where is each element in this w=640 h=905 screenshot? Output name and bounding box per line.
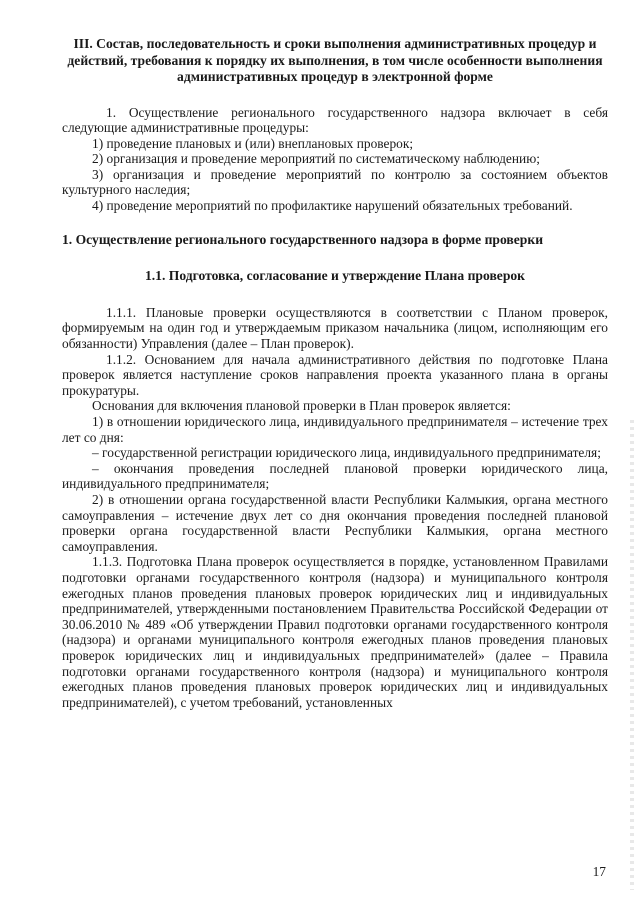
ground-item: 2) в отношении органа государственной власти Республики Калмыкия, органа местного самоуправления – истечение двух лет со дня окончания проведения последней плановой проверки органа государственной власти Республики Калмыкия, органа местного самоуправления.: [62, 491, 608, 554]
paragraph-1-1-3: 1.1.3. Подготовка Плана проверок осуществляется в порядке, установленном Правилами подготовки органами государственного контроля (надзора) и муниципального контроля ежегодных планов проведения плановых проверок юридических лиц и индивидуальных предпринимателей, утвержденными постановлением Правительства Российской Федерации от 30.06.2010 № 489 «Об утверждении Правил подготовки органами государственного контроля (надзора) и органами муниципального контроля ежегодных планов проведения плановых проверок юридических лиц и индивидуальных предпринимателей» (далее – Правила подготовки органами государственного контроля (надзора) и муниципального контроля ежегодных планов проведения плановых проверок юридических лиц и индивидуальных предпринимателей), с учетом требований, установленных: [62, 554, 608, 710]
page-number: 17: [592, 864, 606, 879]
procedure-item: 2) организация и проведение мероприятий по систематическому наблюдению;: [92, 151, 540, 167]
procedure-item: 3) организация и проведение мероприятий по контролю за состоянием объектов культурного наследия;: [62, 166, 608, 198]
chapter-heading: III. Состав, последовательность и сроки выполнения административных процедур и действий, требования к порядку их выполнения, в том числе особенности выполнения административных процедур в электронной форме: [67, 36, 603, 84]
intro-paragraph: 1. Осуществление регионального государственного надзора включает в себя следующие административные процедуры:: [62, 104, 608, 136]
ground-subitem: – окончания проведения последней плановой проверки юридического лица, индивидуального предпринимателя;: [62, 460, 608, 492]
scan-margin-artifact: [630, 420, 634, 890]
procedure-item: 4) проведение мероприятий по профилактике нарушений обязательных требований.: [92, 198, 573, 214]
paragraph-1-1-1: 1.1.1. Плановые проверки осуществляются в соответствии с Планом проверок, формируемым на один год и утверждаемым приказом начальника (лицом, исполняющим его обязанности) Управления (далее – План проверок).: [62, 304, 608, 352]
procedure-item: 1) проведение плановых и (или) внеплановых проверок;: [92, 135, 414, 151]
subsection-heading: 1.1. Подготовка, согласование и утверждение Плана проверок: [144, 268, 526, 284]
paragraph-1-1-2: 1.1.2. Основанием для начала административного действия по подготовке Плана проверок является наступление сроков направления проекта указанного плана в органы прокуратуры.: [62, 351, 608, 398]
ground-item: 1) в отношении юридического лица, индивидуального предпринимателя – истечение трех лет со дня:: [62, 414, 608, 445]
ground-subitem: – государственной регистрации юридического лица, индивидуального предпринимателя;: [92, 445, 601, 461]
document-body: [62, 36, 608, 710]
section-heading: 1. Осуществление регионального государственного надзора в форме проверки: [62, 231, 544, 247]
grounds-intro: Основания для включения плановой проверки в План проверок является:: [92, 398, 511, 414]
